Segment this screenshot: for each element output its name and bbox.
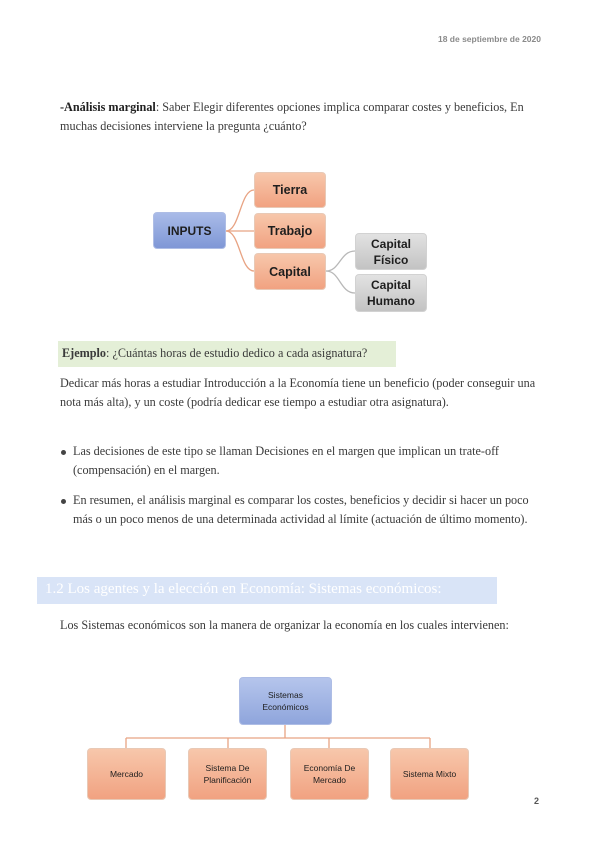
page-number: 2 [533,796,539,806]
section-heading: 1.2 Los agentes y la elección en Economía: Sistemas económicos: [45,581,442,597]
tierra-node: Tierra [254,172,326,208]
document-date: 18 de septiembre de 2020 [437,34,541,44]
sistema-planificacion-line2: Planificación [203,775,252,785]
sistema-mixto-node [390,748,469,800]
sistema-planificacion-line1: Sistema De [205,763,250,773]
example-paragraph: Dedicar más horas a estudiar Introducción a la Economía tiene un beneficio (poder conseguir una nota más alta), y un coste (podría dedicar ese tiempo a estudiar otra asignatura). [60,376,536,409]
capital-node: Capital [254,253,326,290]
sistema-mixto-line1: Sistema Mixto [402,769,457,779]
capital-fisico-line1: Capital [370,236,411,251]
marginal-analysis-text: : Saber Elegir diferentes opciones implica comparar costes y beneficios, En muchas decisiones interviene la pregunta ¿cuánto? [60,100,524,133]
inputs-node: INPUTS [153,212,226,249]
economia-mercado-line2: Mercado [312,775,347,785]
example-label: Ejemplo [62,346,107,360]
capital-humano-line2: Humano [367,294,415,308]
trabajo-node: Trabajo [254,213,326,249]
sistemas-economicos-line1: Sistemas [268,690,303,700]
sistema-planificacion-node [188,748,267,800]
economia-mercado-node [290,748,369,800]
economia-mercado-line1: Economía De [303,763,356,773]
capital-humano-line1: Capital [370,278,411,292]
sistemas-economicos-node [239,677,332,725]
section-paragraph: Los Sistemas económicos son la manera de organizar la economía en los cuales intervienen: [60,618,509,632]
sistemas-economicos-line2: Económicos [262,702,309,712]
mercado-node [87,748,166,800]
marginal-analysis-term: -Análisis marginal [60,100,156,114]
capital-fisico-line2: Físico [373,252,409,267]
example-question-text: : ¿Cuántas horas de estudio dedico a cada asignatura? [106,346,368,360]
bullet-item: Las decisiones de este tipo se llaman Decisiones en el margen que implican un trate-off (compensación) en el margen. [73,444,499,477]
mercado-line1: Mercado [109,769,144,779]
bullet-item: En resumen, el análisis marginal es comparar los costes, beneficios y decidir si hacer un poco más o un poco menos de una determinada actividad al límite (actuación de último momento). [73,493,529,526]
